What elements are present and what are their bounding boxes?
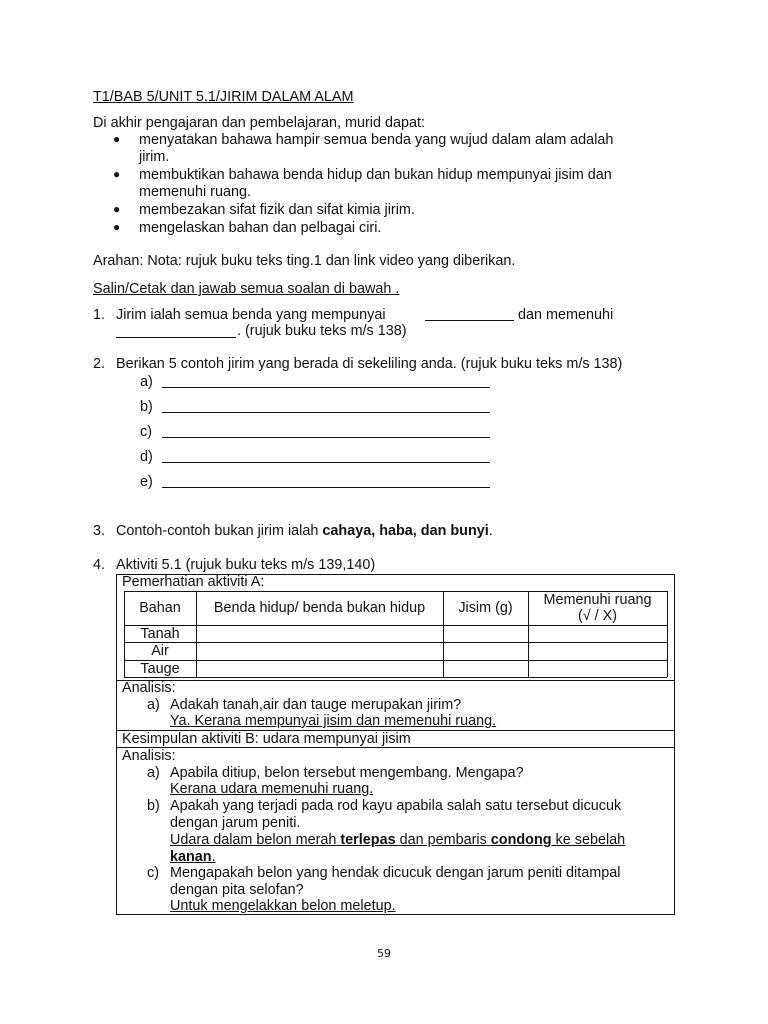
- q4-number: 4.: [93, 557, 106, 573]
- table-row-tauge: Tauge: [140, 661, 180, 677]
- observation-title: Pemerhatian aktiviti A:: [122, 574, 265, 590]
- q2-answer-line-c[interactable]: [162, 437, 490, 438]
- analisis-2-c-label: c): [147, 865, 159, 881]
- table-header-benda: Benda hidup/ benda bukan hidup: [213, 600, 426, 616]
- analisis-1-title: Analisis:: [122, 680, 176, 696]
- kesimpulan-text: Kesimpulan aktiviti B: udara mempunyai jisim: [122, 731, 411, 747]
- page-title: T1/BAB 5/UNIT 5.1/JIRIM DALAM ALAM: [93, 89, 354, 105]
- q3-text: Contoh-contoh bukan jirim ialah cahaya, haba, dan bunyi.: [116, 523, 493, 539]
- q1-text-c: . (rujuk buku teks m/s 138): [237, 323, 407, 339]
- q1-text-a: Jirim ialah semua benda yang mempunyai: [116, 307, 386, 323]
- analisis-2-c-answer: Untuk mengelakkan belon meletup.: [170, 898, 396, 914]
- bullet-icon: ●: [113, 202, 121, 216]
- analisis-2-a-answer: Kerana udara memenuhi ruang.: [170, 781, 374, 797]
- analisis-2-b-question-2: dengan jarum peniti.: [170, 815, 301, 831]
- q2-label-d: d): [140, 449, 153, 465]
- analisis-2-c-question-1: Mengapakah belon yang hendak dicucuk dengan jarum peniti ditampal: [170, 865, 621, 881]
- q2-label-c: c): [140, 424, 152, 440]
- bullet-icon: ●: [113, 167, 121, 181]
- q2-answer-line-b[interactable]: [162, 412, 490, 413]
- q2-label-a: a): [140, 374, 153, 390]
- q2-answer-line-a[interactable]: [162, 387, 490, 388]
- q3-bold-answer: cahaya, haba, dan bunyi: [322, 523, 489, 539]
- analisis-2-a-label: a): [147, 765, 160, 781]
- analisis-1-question: Adakah tanah,air dan tauge merupakan jirim?: [170, 697, 462, 713]
- analisis-2-b-answer-1: Udara dalam belon merah terlepas dan pembaris condong ke sebelah: [170, 832, 626, 848]
- table-header-tick-cross: (√ / X): [577, 608, 618, 624]
- objective-4: mengelaskan bahan dan pelbagai ciri.: [139, 220, 382, 236]
- q2-label-b: b): [140, 399, 153, 415]
- objectives-intro: Di akhir pengajaran dan pembelajaran, murid dapat:: [93, 115, 425, 131]
- q1-number: 1.: [93, 307, 106, 323]
- bullet-icon: ●: [113, 132, 121, 146]
- analisis-1-answer: Ya. Kerana mempunyai jisim dan memenuhi ruang.: [170, 713, 497, 729]
- objective-2-line2: memenuhi ruang.: [139, 184, 251, 200]
- salin-text: Salin/Cetak dan jawab semua soalan di bawah .: [93, 281, 400, 297]
- q2-answer-line-d[interactable]: [162, 462, 490, 463]
- q3-number: 3.: [93, 523, 106, 539]
- bullet-icon: ●: [113, 220, 121, 234]
- objective-2-line1: membuktikan bahawa benda hidup dan bukan hidup mempunyai jisim dan: [139, 167, 612, 183]
- q1-blank-1[interactable]: [425, 320, 514, 321]
- analisis-2-b-label: b): [147, 798, 160, 814]
- analisis-2-b-answer-2: kanan.: [170, 849, 216, 865]
- objective-1-line1: menyatakan bahawa hampir semua benda yang wujud dalam alam adalah: [139, 132, 614, 148]
- table-header-jisim: Jisim (g): [458, 600, 513, 616]
- objective-3: membezakan sifat fizik dan sifat kimia jirim.: [139, 202, 415, 218]
- q2-answer-line-e[interactable]: [162, 487, 490, 488]
- table-row-tanah: Tanah: [140, 626, 180, 642]
- objective-1-line2: jirim.: [139, 149, 170, 165]
- q2-label-e: e): [140, 474, 153, 490]
- table-header-bahan: Bahan: [139, 600, 181, 616]
- q4-text: Aktiviti 5.1 (rujuk buku teks m/s 139,140): [116, 557, 376, 573]
- analisis-2-c-question-2: dengan pita selofan?: [170, 882, 304, 898]
- q1-text-b: dan memenuhi: [518, 307, 614, 323]
- arahan-text: Arahan: Nota: rujuk buku teks ting.1 dan link video yang diberikan.: [93, 253, 516, 269]
- analisis-2-title: Analisis:: [122, 748, 176, 764]
- analisis-1-label: a): [147, 697, 160, 713]
- page-number: 59: [377, 947, 391, 960]
- q1-blank-2[interactable]: [116, 337, 236, 338]
- analisis-2-a-question: Apabila ditiup, belon tersebut mengembang. Mengapa?: [170, 765, 524, 781]
- table-row-air: Air: [151, 643, 169, 659]
- q2-text: Berikan 5 contoh jirim yang berada di sekeliling anda. (rujuk buku teks m/s 138): [116, 356, 623, 372]
- analisis-2-b-question-1: Apakah yang terjadi pada rod kayu apabila salah satu tersebut dicucuk: [170, 798, 622, 814]
- table-header-memenuhi: Memenuhi ruang: [543, 592, 652, 608]
- q2-number: 2.: [93, 356, 106, 372]
